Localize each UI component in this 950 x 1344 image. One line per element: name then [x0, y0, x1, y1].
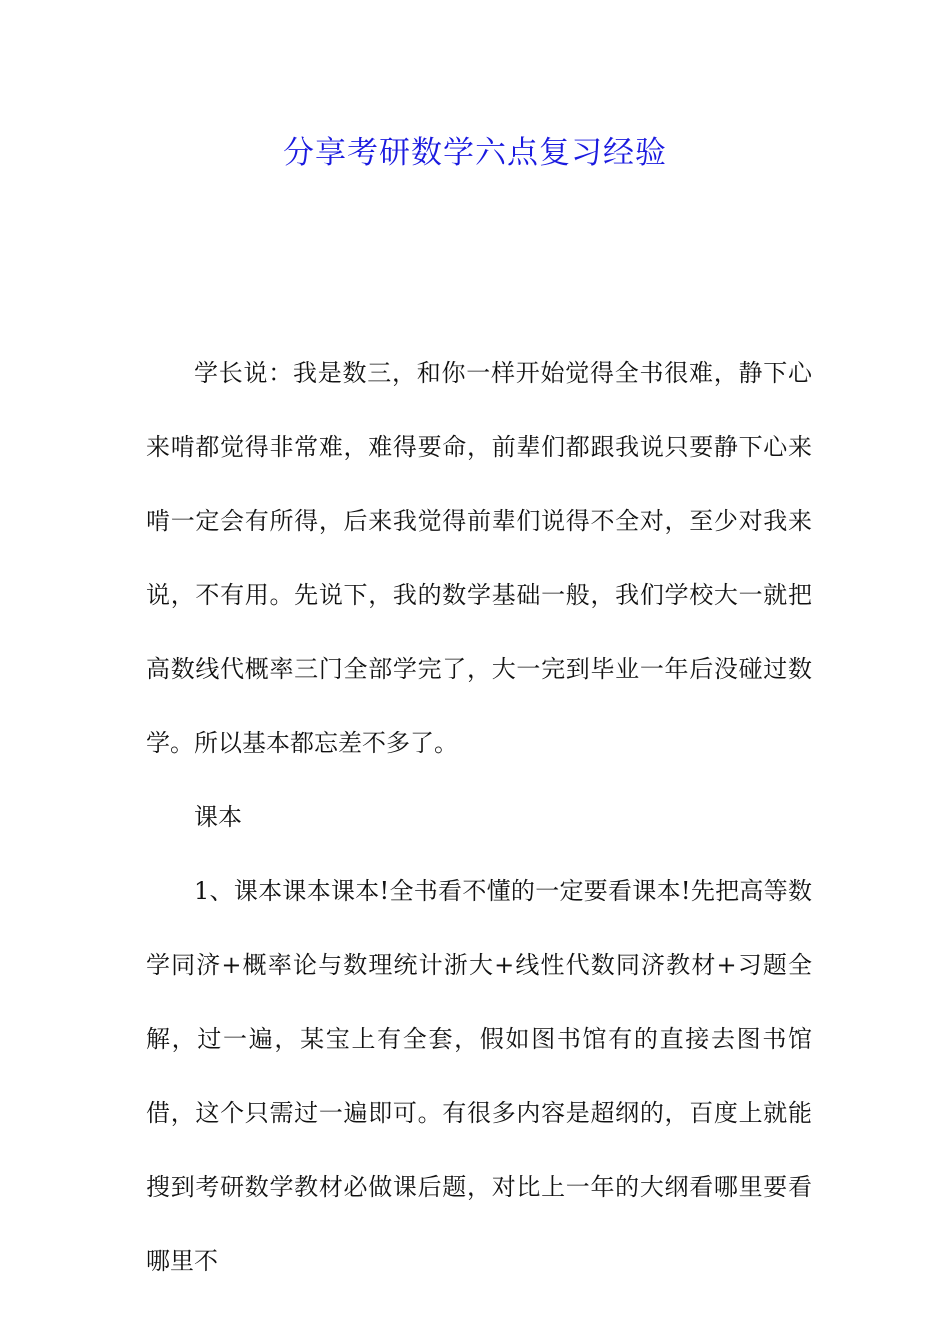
document-body [146, 336, 812, 1298]
section-heading-textbook: 课本 [194, 803, 242, 831]
paragraph-point-1: 1、课本课本课本!全书看不懂的一定要看课本!先把高等数学同济+概率论与数理统计浙大+线性代数同济教材+习题全解，过一遍，某宝上有全套，假如图书馆有的直接去图书馆借，这个只需过一遍即可。有很多内容是超纲的，百度上就能搜到考研数学教材必做课后题，对比上一年的大纲看哪里要看哪里不 [146, 877, 812, 1275]
document-title: 分享考研数学六点复习经验 [283, 135, 667, 171]
paragraph-intro: 学长说：我是数三，和你一样开始觉得全书很难，静下心来啃都觉得非常难，难得要命，前辈们都跟我说只要静下心来啃一定会有所得，后来我觉得前辈们说得不全对，至少对我来说，不有用。先说下，我的数学基础一般，我们学校大一就把高数线代概率三门全部学完了，大一完到毕业一年后没碰过数学。所以基本都忘差不多了。 [146, 359, 812, 757]
